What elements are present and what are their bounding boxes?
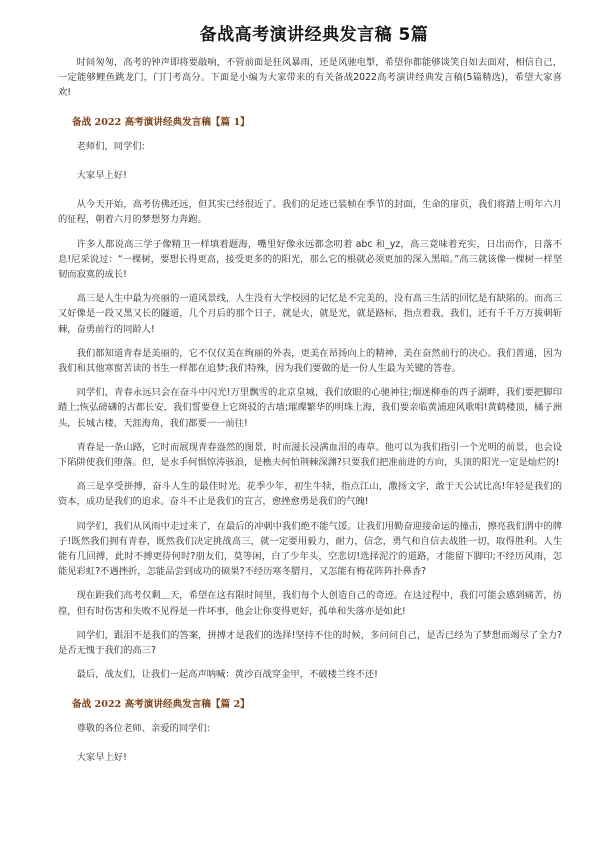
paragraph: 现在距我们高考仅剩＿天，希望在这有限时间里，我们每个人创造自己的奇迹。在这过程中，我们可能会感到痛苦，彷徨，但有时伤害和失败不见得是一件坏事，他会让你变得更好，孤单和失落亦是如此!	[58, 590, 562, 617]
paragraph: 同学们，我们从风雨中走过来了，在最后的冲刺中我们绝不能气馁。让我们用勤奋迎接命运的撞击，擦亮我们渭中的牌子!既然我们拥有青春，既然我们决定挑战高三，就一定要用毅力，耐力，信念，勇气和自信去战胜一切，取得胜利。人生能有几回搏，此时不搏更待何时?朋友们，莫等闲，白了少年头，空悲切!选择泥泞的道路，才能留下脚印;不经历风雨，怎能见彩虹?不遇挫折，怎能品尝到成功的硕果?不经历寒冬腊月，又怎能有梅花阵阵扑鼻香?	[58, 520, 562, 578]
section-heading-1: 备战 2022 高考演讲经典发言稿【篇 1】	[72, 116, 250, 128]
paragraph: 高三是人生中最为亮丽的一道风景线，人生没有大学校园的记忆是不完美的，没有高三生活的回忆是有缺陷的。而高三又好像是一段又黑又长的隧道，几个月后的那个日子，就是火，就是光，就是路标，指点着我，我们，还有千千万万拔刺斩棘，奋勇前行的同龄人!	[58, 293, 562, 335]
paragraph: 从今天开始，高考仿佛还远，但其实已经很近了。我们的足迹已装帧在季节的封面，生命的扉页，我们将踏上明年六月的征程，朝着六月的梦想努力奔跑。	[58, 199, 562, 226]
paragraph: 同学们，跟泪不是我们的答案，拼搏才是我们的选择!坚持不住的时候，多问问自己，是否已经为了梦想而竭尽了全力?是否无愧于我们的高三?	[58, 629, 562, 657]
intro-paragraph: 时间匆匆，高考的钟声即将要敲响，不管前面是狂风暴雨，还是风驰电掣，希望你都能够谈笑自如去面对，相信自己，一定能够鲤鱼跳龙门，门门考高分。下面是小编为大家带来的有关备战2022高考演讲经典发言稿(5篇精选)，希望大家喜欢!	[58, 57, 562, 99]
paragraph: 我们都知道青春是美丽的，它不仅仅美在绚丽的外表，更美在昂扬向上的精神，美在奋然前行的决心。我们普通，因为我们和其他寒窗苦读的书生一样都在追梦;我们特殊，因为我们要做的是一份人生最为关键的答卷。	[58, 347, 562, 375]
paragraph: 许多人都说高三学子像精卫一样填着题海，嘴里好像永远都念叨着 abc 和_yz，高三竟味着充实，日出而作，日落不息!尼采说过：“一棵树，要想长得更高，接受更多的的阳光，那么它的根就必须更加的深入黑暗。”高三就该像一棵树一样坚韧而寂寞的成长!	[58, 238, 562, 281]
paragraph: 高三是享受拼搏，奋斗人生的最佳时光。花季少年，初生牛犊，指点江山，激扬文字，敢于天公试比高!年轻是我们的资本，成功是我们的追求。奋斗不止是我们的宣言，愈挫愈勇是我们的气魄!	[58, 481, 562, 508]
document-title: 备战高考演讲经典发言稿 5篇	[199, 25, 429, 45]
section1-greeting: 大家早上好!	[76, 170, 127, 182]
section2-greeting: 大家早上好!	[76, 751, 127, 763]
paragraph: 最后，战友们，让我们一起高声呐喊：黄沙百战穿金甲，不破楼兰终不还!	[76, 669, 378, 681]
section-heading-2: 备战 2022 高考演讲经典发言稿【篇 2】	[72, 698, 250, 710]
section1-salutation: 老师们，同学们:	[76, 140, 145, 152]
paragraph: 青春是一条山路，它时而展现青春盎然的图景，时而滋长浸满血泪的毒草。他可以为我们指引一个光明的前景，也会设下陷阱使我们堕落。但，是水手何惧惊涛骇浪，是樵夫何怕荆棘深渊?只要我们把准前进的方向，头顶的阳光一定是灿烂的!	[58, 441, 562, 469]
paragraph: 同学们，青春永远只会在奋斗中闪光!万里飘雪的北京皇城，我们放眼的心驰神往;烟迷柳垂的西子湖畔，我们要把脚印踏上;恢弘磅礴的古都长安，我们誓要登上它斑驳的古墙;璀璨繁华的明珠上海，我们要亲临黄浦迎风歌唱!黄鹤楼顶，橘子洲头，长城古楼，天涯海角，我们都要一一前往!	[58, 387, 562, 429]
section2-salutation: 尊敬的各位老师、亲爱的同学们:	[76, 722, 210, 734]
